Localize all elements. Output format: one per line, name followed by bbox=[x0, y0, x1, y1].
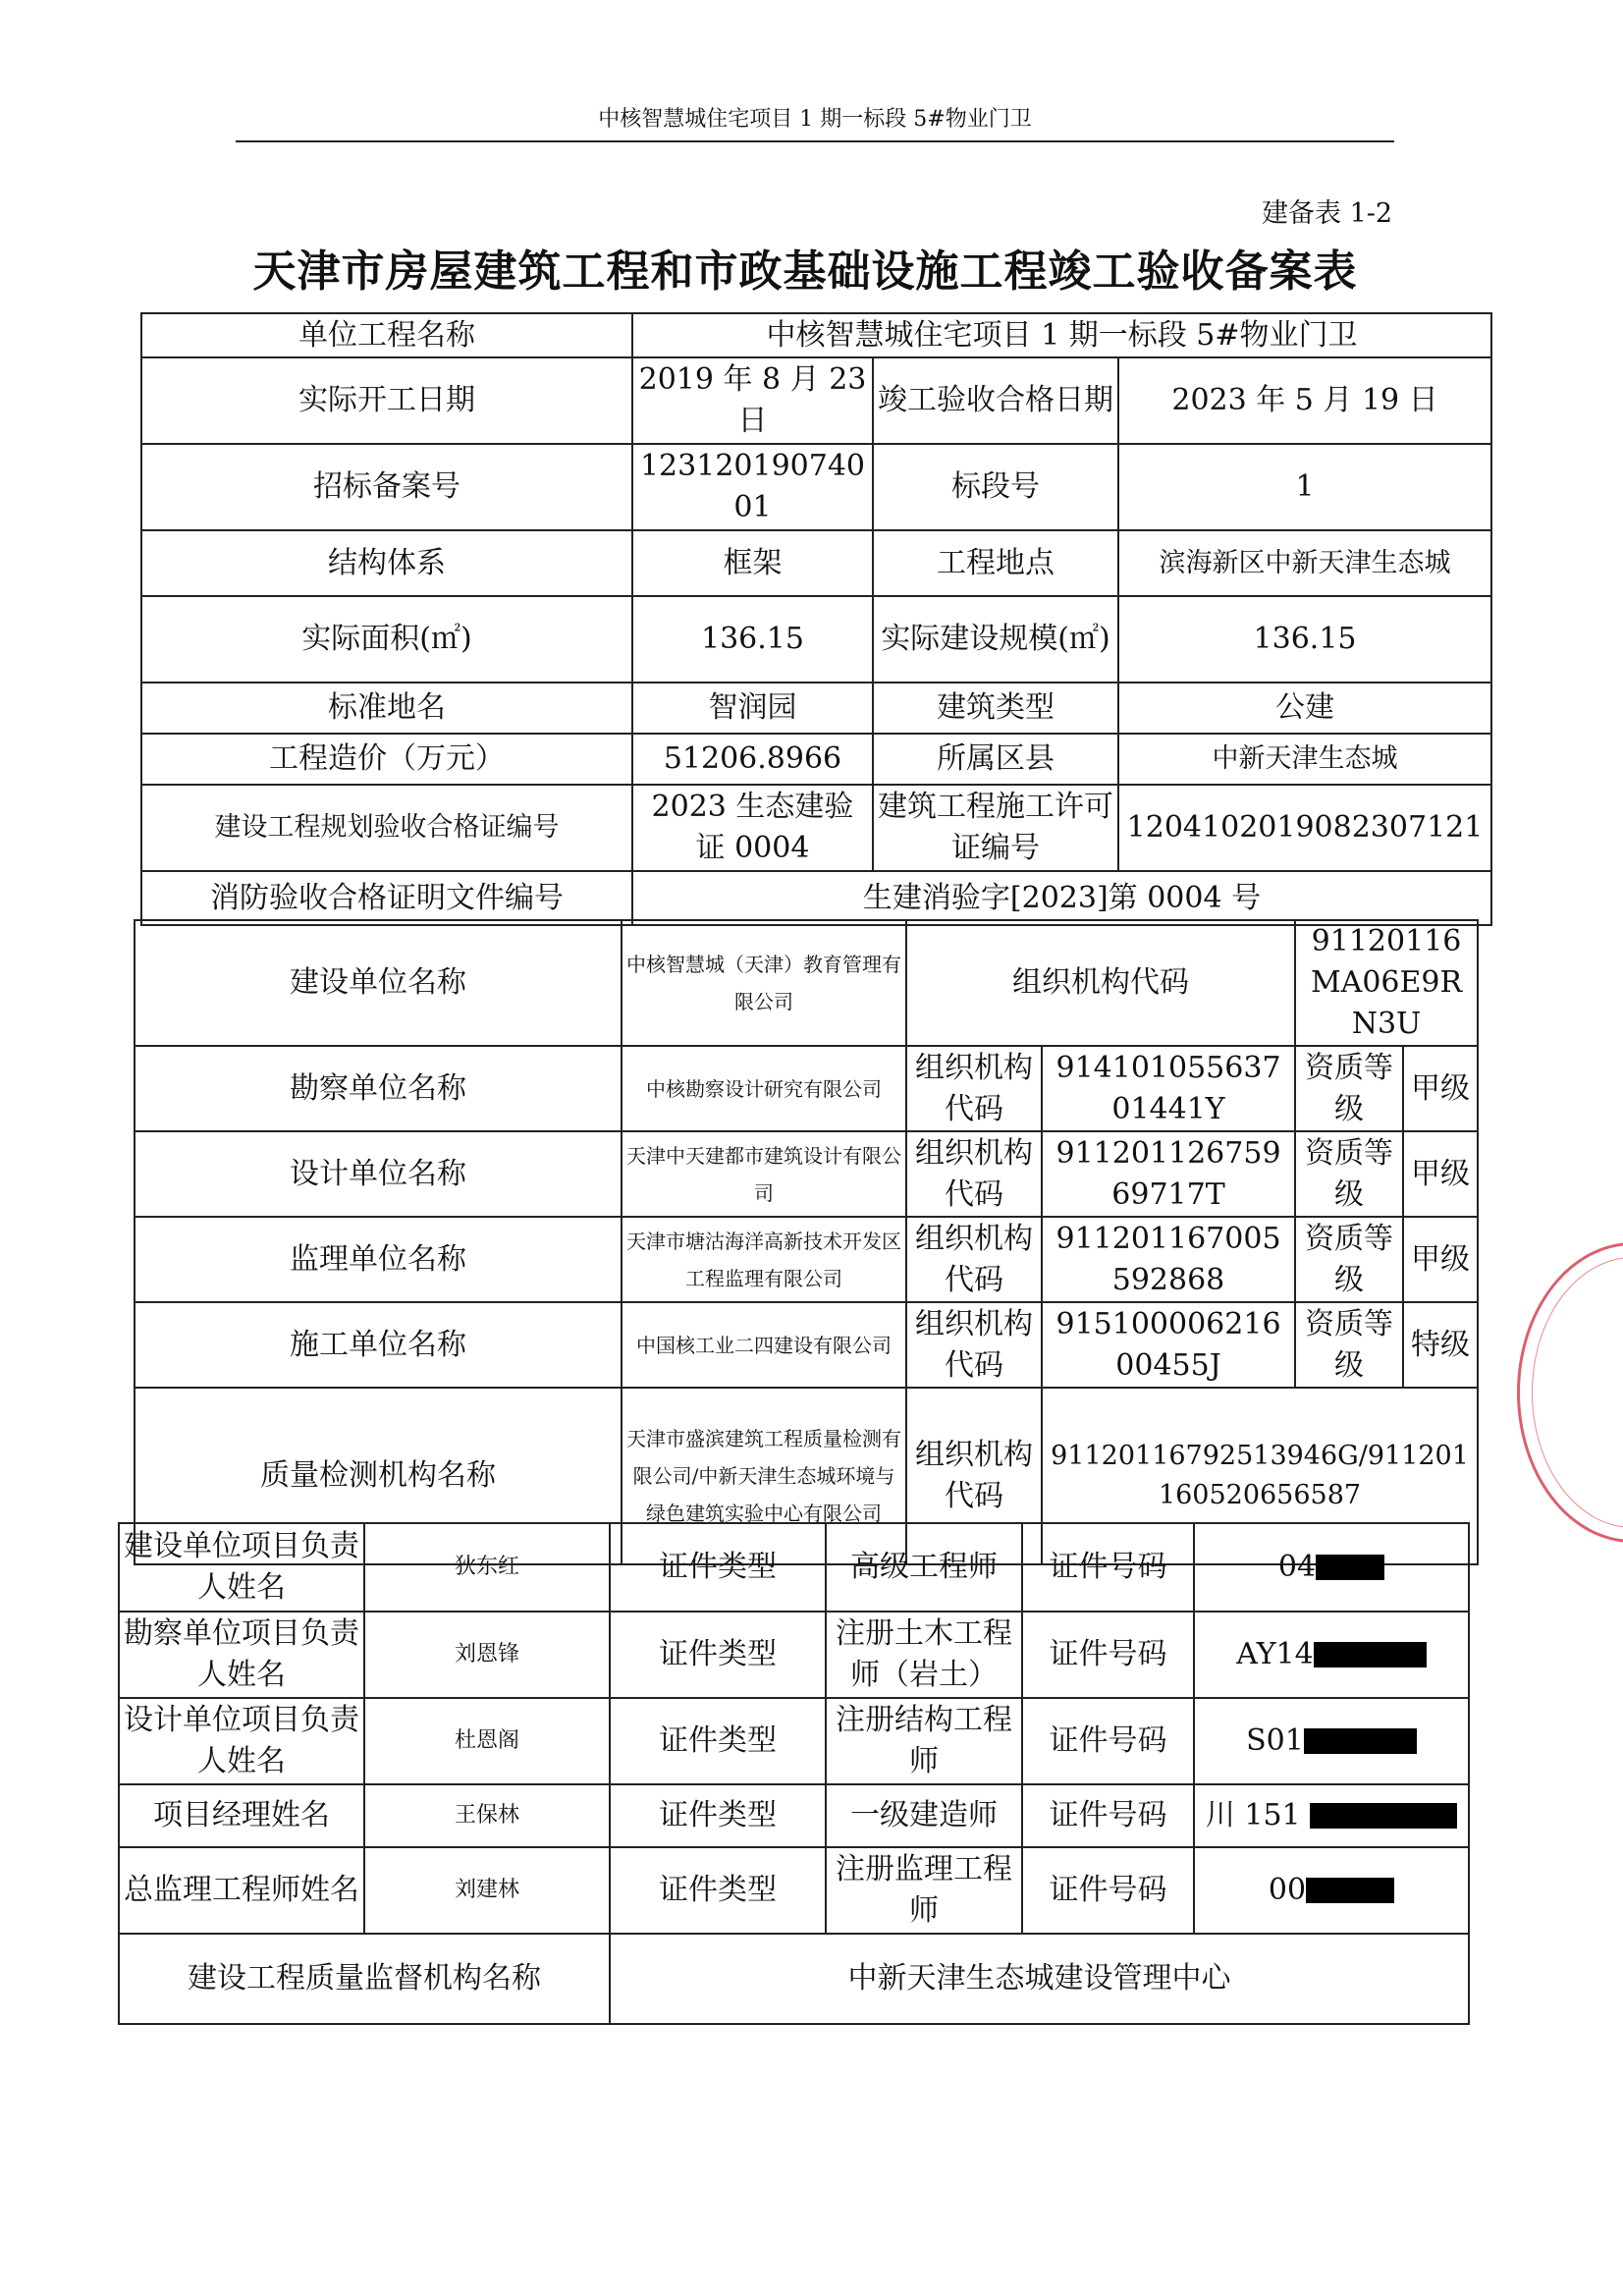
cert-no-label: 证件号码 bbox=[1022, 1847, 1194, 1934]
header-rule bbox=[236, 140, 1394, 142]
survey-unit-grade: 甲级 bbox=[1403, 1046, 1478, 1131]
standard-place-name-label: 标准地名 bbox=[141, 683, 632, 734]
redaction-bar bbox=[1316, 1555, 1384, 1580]
table-row bbox=[141, 357, 1491, 444]
quality-supervision-value: 中新天津生态城建设管理中心 bbox=[610, 1934, 1469, 2024]
survey-pm-cert-no bbox=[1194, 1612, 1469, 1698]
contractor-unit-code: 91510000621600455J bbox=[1042, 1302, 1295, 1388]
qualification-label: 资质等级 bbox=[1295, 1131, 1403, 1217]
section-no-label: 标段号 bbox=[873, 444, 1118, 530]
org-code-label: 组织机构代码 bbox=[906, 1046, 1042, 1131]
document-title: 天津市房屋建筑工程和市政基础设施工程竣工验收备案表 bbox=[252, 246, 1358, 297]
qualification-label: 资质等级 bbox=[1295, 1217, 1403, 1302]
cert-type-label: 证件类型 bbox=[610, 1847, 826, 1934]
stamp-inner-ring bbox=[1532, 1257, 1623, 1528]
cert-no-label: 证件号码 bbox=[1022, 1523, 1194, 1612]
table-row bbox=[141, 871, 1491, 925]
project-cost-label: 工程造价（万元） bbox=[141, 734, 632, 785]
contractor-unit-grade: 特级 bbox=[1403, 1302, 1478, 1388]
project-location-label: 工程地点 bbox=[873, 530, 1118, 596]
cert-no-visible: S01 bbox=[1246, 1723, 1304, 1758]
table-row bbox=[119, 1523, 1469, 1612]
table-row bbox=[119, 1612, 1469, 1698]
survey-pm-cert-type: 注册土木工程师（岩土） bbox=[826, 1612, 1022, 1698]
project-location-value: 滨海新区中新天津生态城 bbox=[1118, 530, 1491, 596]
table-row bbox=[141, 313, 1491, 357]
unit-project-name-label: 单位工程名称 bbox=[141, 313, 632, 357]
start-date-label: 实际开工日期 bbox=[141, 357, 632, 444]
completion-date-value: 2023 年 5 月 19 日 bbox=[1118, 357, 1491, 444]
chief-supervisor-cert-no bbox=[1194, 1847, 1469, 1934]
chief-supervisor-label: 总监理工程师姓名 bbox=[119, 1847, 364, 1934]
cert-no-label: 证件号码 bbox=[1022, 1698, 1194, 1784]
org-code-label: 组织机构代码 bbox=[906, 1388, 1042, 1564]
construction-permit-value: 1204102019082307121 bbox=[1118, 785, 1491, 871]
table-row bbox=[119, 1934, 1469, 2024]
actual-area-label: 实际面积(㎡) bbox=[141, 596, 632, 683]
table-row bbox=[119, 1847, 1469, 1934]
cert-no-visible: 川 151 bbox=[1205, 1798, 1301, 1832]
tender-record-value: 12312019074001 bbox=[632, 444, 873, 530]
survey-pm-label: 勘察单位项目负责人姓名 bbox=[119, 1612, 364, 1698]
redaction-bar bbox=[1314, 1642, 1427, 1667]
contractor-unit-label: 施工单位名称 bbox=[135, 1302, 622, 1388]
actual-scale-label: 实际建设规模(㎡) bbox=[873, 596, 1118, 683]
completion-date-label: 竣工验收合格日期 bbox=[873, 357, 1118, 444]
quality-testing-label: 质量检测机构名称 bbox=[135, 1388, 622, 1564]
cert-type-label: 证件类型 bbox=[610, 1784, 826, 1847]
design-pm-label: 设计单位项目负责人姓名 bbox=[119, 1698, 364, 1784]
table-row bbox=[135, 1217, 1478, 1302]
table-row bbox=[141, 683, 1491, 734]
chief-supervisor-name: 刘建林 bbox=[364, 1847, 610, 1934]
supervision-unit-name: 天津市塘沽海洋高新技术开发区工程监理有限公司 bbox=[622, 1217, 906, 1302]
org-code-label: 组织机构代码 bbox=[906, 920, 1295, 1046]
design-unit-name: 天津中天建都市建筑设计有限公司 bbox=[622, 1131, 906, 1217]
actual-area-value: 136.15 bbox=[632, 596, 873, 683]
supervision-unit-label: 监理单位名称 bbox=[135, 1217, 622, 1302]
actual-scale-value: 136.15 bbox=[1118, 596, 1491, 683]
table-row bbox=[135, 1131, 1478, 1217]
structure-system-value: 框架 bbox=[632, 530, 873, 596]
qualification-label: 资质等级 bbox=[1295, 1046, 1403, 1131]
table-row bbox=[135, 1302, 1478, 1388]
redaction-bar bbox=[1306, 1878, 1394, 1903]
unit-project-name-value: 中核智慧城住宅项目 1 期一标段 5#物业门卫 bbox=[632, 313, 1491, 357]
responsible-persons-table bbox=[118, 1522, 1470, 2025]
survey-pm-name: 刘恩锋 bbox=[364, 1612, 610, 1698]
planning-cert-label: 建设工程规划验收合格证编号 bbox=[141, 785, 632, 871]
table-row bbox=[135, 920, 1478, 1046]
table-row bbox=[135, 1046, 1478, 1131]
structure-system-label: 结构体系 bbox=[141, 530, 632, 596]
redaction-bar bbox=[1310, 1803, 1457, 1829]
standard-place-name-value: 智润园 bbox=[632, 683, 873, 734]
project-info-table bbox=[140, 312, 1492, 926]
org-code-label: 组织机构代码 bbox=[906, 1217, 1042, 1302]
fire-cert-label: 消防验收合格证明文件编号 bbox=[141, 871, 632, 925]
running-header: 中核智慧城住宅项目 1 期一标段 5#物业门卫 bbox=[598, 107, 1032, 132]
table-row bbox=[141, 530, 1491, 596]
cert-type-label: 证件类型 bbox=[610, 1698, 826, 1784]
planning-cert-value: 2023 生态建验证 0004 bbox=[632, 785, 873, 871]
construction-permit-label: 建筑工程施工许可证编号 bbox=[873, 785, 1118, 871]
tender-record-label: 招标备案号 bbox=[141, 444, 632, 530]
org-code-label: 组织机构代码 bbox=[906, 1131, 1042, 1217]
supervision-unit-code: 911201167005592868 bbox=[1042, 1217, 1295, 1302]
table-row bbox=[141, 444, 1491, 530]
survey-unit-code: 91410105563701441Y bbox=[1042, 1046, 1295, 1131]
qualification-label: 资质等级 bbox=[1295, 1302, 1403, 1388]
owner-pm-cert-type: 高级工程师 bbox=[826, 1523, 1022, 1612]
building-type-value: 公建 bbox=[1118, 683, 1491, 734]
chief-supervisor-cert-type: 注册监理工程师 bbox=[826, 1847, 1022, 1934]
design-pm-cert-type: 注册结构工程师 bbox=[826, 1698, 1022, 1784]
owner-pm-cert-no bbox=[1194, 1523, 1469, 1612]
design-pm-name: 杜恩阁 bbox=[364, 1698, 610, 1784]
table-row bbox=[119, 1784, 1469, 1847]
cert-type-label: 证件类型 bbox=[610, 1612, 826, 1698]
table-row bbox=[141, 596, 1491, 683]
design-unit-code: 91120112675969717T bbox=[1042, 1131, 1295, 1217]
table-row bbox=[119, 1698, 1469, 1784]
form-number: 建备表 1-2 bbox=[1262, 198, 1393, 229]
participating-units-table bbox=[134, 919, 1479, 1565]
cert-type-label: 证件类型 bbox=[610, 1523, 826, 1612]
construction-unit-label: 建设单位名称 bbox=[135, 920, 622, 1046]
survey-unit-name: 中核勘察设计研究有限公司 bbox=[622, 1046, 906, 1131]
quality-testing-name: 天津市盛滨建筑工程质量检测有限公司/中新天津生态城环境与绿色建筑实验中心有限公司 bbox=[622, 1388, 906, 1564]
building-type-label: 建筑类型 bbox=[873, 683, 1118, 734]
project-manager-cert-no bbox=[1194, 1784, 1469, 1847]
design-unit-grade: 甲级 bbox=[1403, 1131, 1478, 1217]
owner-pm-label: 建设单位项目负责人姓名 bbox=[119, 1523, 364, 1612]
quality-testing-code: 91120116792513946G/911201160520656587 bbox=[1042, 1388, 1478, 1564]
construction-unit-name: 中核智慧城（天津）教育管理有限公司 bbox=[622, 920, 906, 1046]
district-value: 中新天津生态城 bbox=[1118, 734, 1491, 785]
project-manager-label: 项目经理姓名 bbox=[119, 1784, 364, 1847]
cert-no-visible: AY14 bbox=[1236, 1637, 1314, 1671]
construction-unit-code: 91120116MA06E9RN3U bbox=[1295, 920, 1478, 1046]
project-manager-name: 王保林 bbox=[364, 1784, 610, 1847]
project-manager-cert-type: 一级建造师 bbox=[826, 1784, 1022, 1847]
table-row bbox=[141, 734, 1491, 785]
official-stamp bbox=[1517, 1242, 1623, 1543]
cert-no-visible: 00 bbox=[1268, 1873, 1307, 1907]
supervision-unit-grade: 甲级 bbox=[1403, 1217, 1478, 1302]
district-label: 所属区县 bbox=[873, 734, 1118, 785]
owner-pm-name: 狄东红 bbox=[364, 1523, 610, 1612]
org-code-label: 组织机构代码 bbox=[906, 1302, 1042, 1388]
cert-no-visible: 04 bbox=[1277, 1550, 1317, 1584]
cert-no-label: 证件号码 bbox=[1022, 1784, 1194, 1847]
quality-supervision-label: 建设工程质量监督机构名称 bbox=[119, 1934, 610, 2024]
project-cost-value: 51206.8966 bbox=[632, 734, 873, 785]
start-date-value: 2019 年 8 月 23 日 bbox=[632, 357, 873, 444]
redaction-bar bbox=[1304, 1728, 1417, 1754]
fire-cert-value: 生建消验字[2023]第 0004 号 bbox=[632, 871, 1491, 925]
contractor-unit-name: 中国核工业二四建设有限公司 bbox=[622, 1302, 906, 1388]
table-row bbox=[141, 785, 1491, 871]
cert-no-label: 证件号码 bbox=[1022, 1612, 1194, 1698]
section-no-value: 1 bbox=[1118, 444, 1491, 530]
design-unit-label: 设计单位名称 bbox=[135, 1131, 622, 1217]
design-pm-cert-no bbox=[1194, 1698, 1469, 1784]
survey-unit-label: 勘察单位名称 bbox=[135, 1046, 622, 1131]
